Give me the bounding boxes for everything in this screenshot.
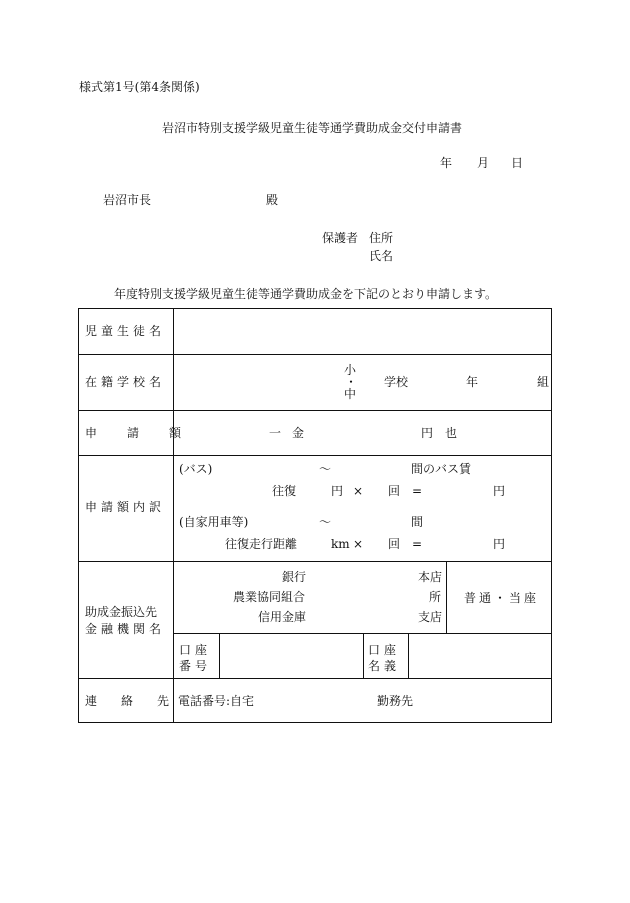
branch-shiten: 支店 [418, 610, 443, 624]
bus-kai: 回 [388, 484, 401, 498]
class-label: 組 [537, 375, 550, 389]
form-number: 様式第1号(第4条関係) [79, 80, 200, 94]
car-between: 間 [411, 515, 424, 529]
amount-nari: 也 [445, 426, 458, 440]
bus-yen: 円 [331, 484, 344, 498]
branch-honten: 本店 [418, 570, 443, 584]
row-divider [79, 410, 551, 411]
row-divider [79, 354, 551, 355]
date-year-label: 年 [440, 156, 453, 170]
car-distance-label: 往復走行距離 [225, 537, 298, 551]
breakdown-label: 申請額内訳 [85, 500, 166, 514]
car-km: km [331, 537, 350, 551]
bus-between: 間のバス賃 [411, 462, 472, 476]
account-type-divider [446, 561, 447, 633]
row-divider [79, 678, 551, 679]
car-label: (自家用車等) [179, 515, 249, 529]
car-times: × [353, 537, 364, 551]
label-column-divider [173, 309, 174, 722]
application-table [78, 308, 552, 723]
row-divider [79, 455, 551, 456]
account-type: 普通・当座 [464, 591, 540, 605]
acct-name-label-2: 名義 [368, 659, 401, 673]
acct-no-divider [219, 633, 220, 678]
shinkin-suffix: 信用金庫 [258, 610, 307, 624]
school-type-dot: ・ [345, 375, 358, 389]
account-number-field[interactable] [221, 635, 361, 676]
row-divider [173, 633, 551, 634]
school-type-chu[interactable]: 中 [344, 387, 357, 401]
contact-label: 連絡先 [85, 694, 194, 708]
account-holder-field[interactable] [410, 635, 549, 676]
contact-label-wrap [85, 694, 193, 708]
amount-label: 申請額 [85, 426, 212, 440]
acct-name-right-divider [408, 633, 409, 678]
bus-total-yen: 円 [493, 484, 506, 498]
amount-field[interactable] [319, 419, 419, 447]
amount-ichi: 一 [269, 426, 282, 440]
bus-label: (バス) [179, 462, 213, 476]
car-kai: 回 [388, 537, 401, 551]
nokyo-suffix: 農業協同組合 [233, 590, 306, 604]
acct-name-label-1: 口座 [368, 643, 401, 657]
honorific: 殿 [266, 193, 279, 207]
grade-label: 年 [466, 375, 479, 389]
school-suffix: 学校 [384, 375, 409, 389]
row-divider [79, 561, 551, 562]
school-type-sho[interactable]: 小 [344, 363, 357, 377]
amount-yen: 円 [421, 426, 434, 440]
car-total-yen: 円 [493, 537, 506, 551]
document-title: 岩沼市特別支援学級児童生徒等通学費助成金交付申請書 [162, 121, 463, 135]
bus-round-trip: 往復 [272, 484, 297, 498]
amount-kin: 金 [292, 426, 305, 440]
student-name-field[interactable] [175, 311, 549, 352]
school-name-field[interactable] [175, 356, 340, 408]
addressee: 岩沼市長 [103, 193, 152, 207]
phone-work-label: 勤務先 [377, 694, 414, 708]
acct-no-label-2: 番号 [179, 659, 212, 673]
amount-label-1 [85, 426, 211, 440]
branch-sho: 所 [429, 590, 442, 604]
car-equals: = [412, 537, 423, 551]
bank-suffix: 銀行 [282, 570, 307, 584]
bank-label-line2: 金融機関名 [85, 622, 166, 636]
bus-equals: = [412, 484, 423, 498]
intro-text: 年度特別支援学級児童生徒等通学費助成金を下記のとおり申請します。 [114, 287, 498, 301]
school-name-label: 在籍学校名 [85, 375, 166, 389]
acct-no-label-1: 口座 [179, 643, 212, 657]
address-label: 住所 [369, 231, 394, 245]
bus-tilde: 〜 [319, 462, 332, 476]
student-name-label: 児童生徒名 [85, 324, 166, 338]
acct-name-left-divider [363, 633, 364, 678]
name-label: 氏名 [369, 249, 394, 263]
date-day-label: 日 [511, 156, 524, 170]
phone-home-label: 電話番号:自宅 [178, 694, 255, 708]
bank-label-line1: 助成金振込先 [85, 605, 158, 619]
car-tilde: 〜 [319, 515, 332, 529]
date-month-label: 月 [477, 156, 490, 170]
bus-times: × [353, 484, 364, 498]
account-type-options[interactable] [464, 591, 539, 605]
guardian-label: 保護者 [322, 231, 359, 245]
